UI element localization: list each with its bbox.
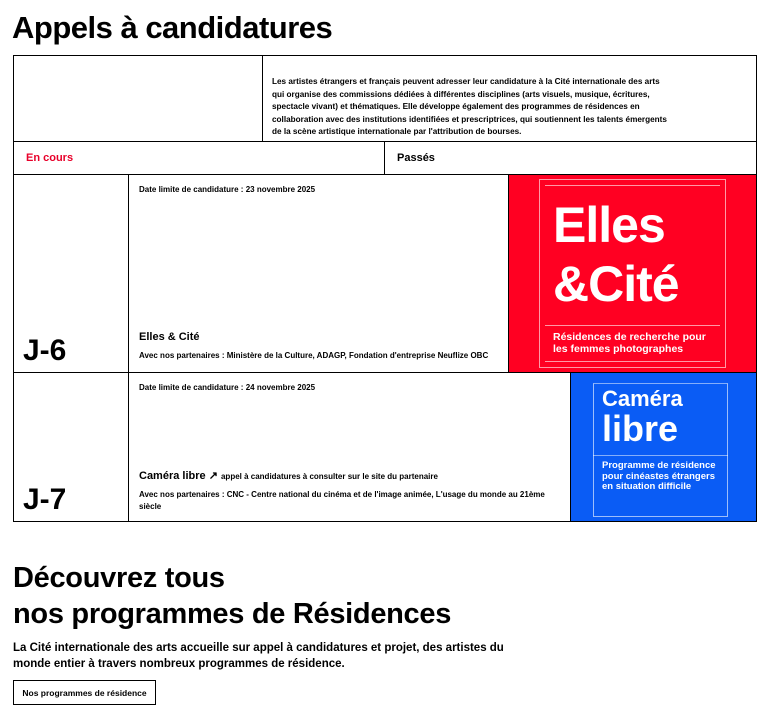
call-row[interactable] <box>13 174 757 373</box>
deadline: Date limite de candidature : 23 novembre 2025 <box>139 185 316 194</box>
call-image-elles-cite[interactable] <box>508 175 756 372</box>
tabs <box>13 141 757 175</box>
countdown-cell <box>14 175 129 372</box>
programs-button[interactable]: Nos programmes de résidence <box>13 680 156 705</box>
call-row[interactable] <box>13 372 757 522</box>
countdown-cell <box>14 373 129 521</box>
heading-line1: Découvrez tous <box>13 562 225 594</box>
call-image-camera-libre[interactable] <box>570 373 756 521</box>
image-line2: &Cité <box>553 256 679 312</box>
intro-box <box>13 55 757 142</box>
call-title-row <box>139 469 438 482</box>
image-subtitle: Programme de résidence pour cinéastes étrangers en situation difficile <box>602 460 716 492</box>
section-heading <box>13 560 451 632</box>
call-title[interactable]: Elles & Cité <box>139 331 200 343</box>
tab-en-cours[interactable]: En cours <box>14 142 385 174</box>
section-description: La Cité internationale des arts accueille sur appel à candidatures et projet, des artistes du monde entier à travers nombreux programmes de résidence. <box>13 642 504 670</box>
partners: Avec nos partenaires : Ministère de la Culture, ADAGP, Fondation d'entreprise Neuflize OBC <box>139 351 489 360</box>
image-line1: Caméra <box>602 386 683 411</box>
intro-text: Les artistes étrangers et français peuvent adresser leur candidature à la Cité internationale des arts qui organise des commissions dédiées à différentes disciplines (arts visuels, musique, écritures, spectacle vivant) et thématiques. Elle développe également des programmes de résidences en collaboration avec des institutions identifiées et prescriptrices, qui soutiennent les talents émergents de la scène artistique internationale par l'attribution de bourses. <box>272 77 667 137</box>
divider <box>262 56 263 141</box>
page-title: Appels à candidatures <box>12 10 333 45</box>
image-line2: libre <box>602 408 679 449</box>
partners: Avec nos partenaires : CNC - Centre national du cinéma et de l'image animée, L'usage du monde au 21ème siècle <box>139 490 545 511</box>
call-title-link[interactable]: Caméra libre ↗ <box>139 470 218 482</box>
image-subtitle: Résidences de recherche pour les femmes photographes <box>553 331 706 355</box>
countdown: J-7 <box>23 483 67 516</box>
image-line1: Elles <box>553 197 665 253</box>
heading-line2: nos programmes de Résidences <box>13 598 452 630</box>
countdown: J-6 <box>23 334 67 367</box>
tab-passes[interactable]: Passés <box>397 152 435 164</box>
call-note: appel à candidatures à consulter sur le site du partenaire <box>220 472 438 481</box>
deadline: Date limite de candidature : 24 novembre 2025 <box>139 383 316 392</box>
